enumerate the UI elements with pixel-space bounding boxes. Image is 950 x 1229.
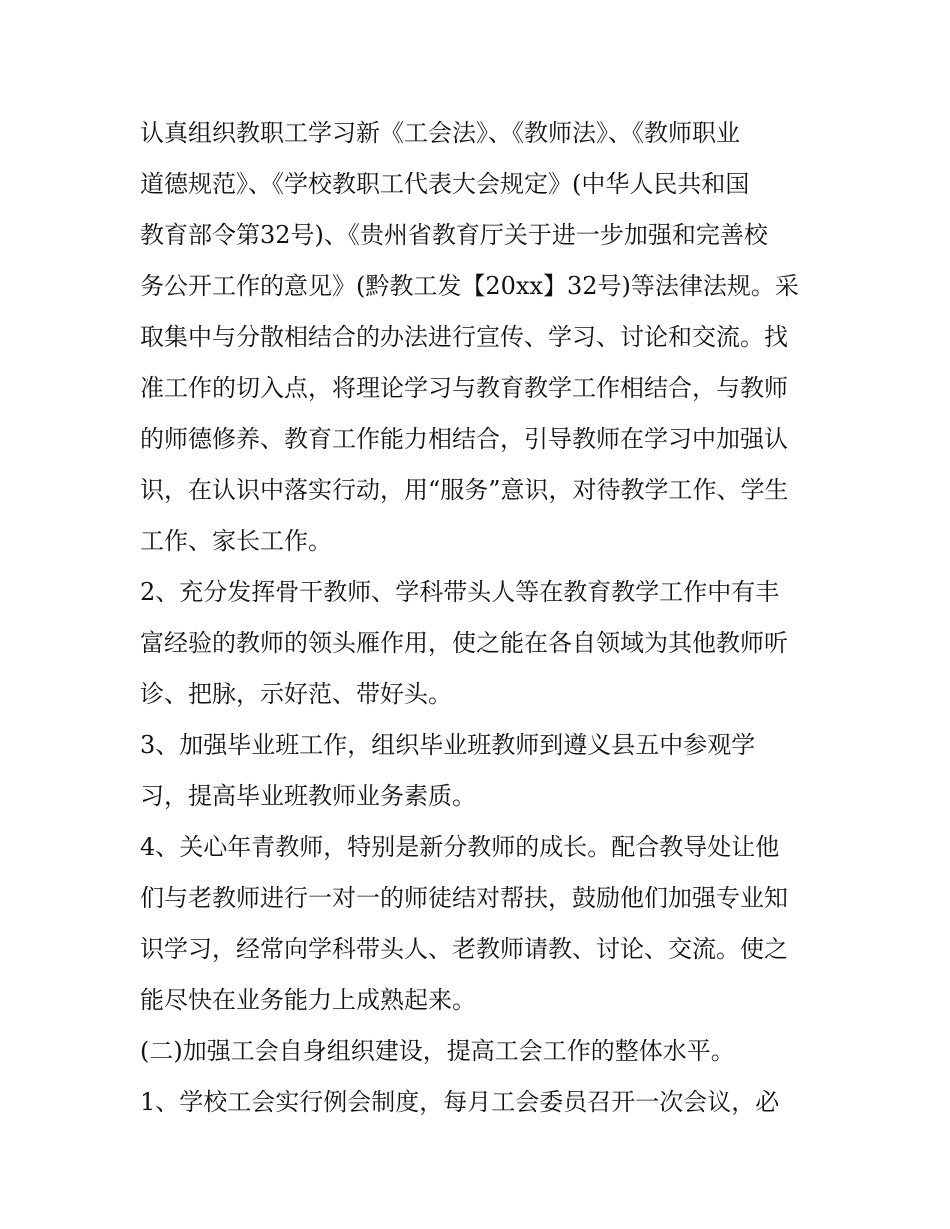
section-heading: (二)加强工会自身组织建设，提高工会工作的整体水平。	[140, 1037, 735, 1065]
text-line: 能尽快在业务能力上成熟起来。	[140, 986, 476, 1014]
text-line: 道德规范》、《学校教职工代表大会规定》(中华人民共和国	[140, 170, 750, 198]
text-line: 务公开工作的意见》(黔教工发【20xx】32号)等法律法规。采	[140, 272, 799, 300]
text-line: 识，在认识中落实行动，用“服务”意识，对待教学工作、学生	[140, 476, 789, 504]
list-item-1: 1、学校工会实行例会制度，每月工会委员召开一次会议，必	[140, 1088, 780, 1116]
text-line: 识学习，经常向学科带头人、老教师请教、讨论、交流。使之	[140, 935, 788, 963]
text-line: 习，提高毕业班教师业务素质。	[140, 782, 476, 810]
text-line: 教育部令第32号)、《贵州省教育厅关于进一步加强和完善校	[140, 221, 768, 249]
list-item-4: 4、关心年青教师，特别是新分教师的成长。配合教导处让他	[140, 833, 780, 861]
text-line: 的师德修养、教育工作能力相结合，引导教师在学习中加强认	[140, 425, 788, 453]
list-item-2: 2、充分发挥骨干教师、学科带头人等在教育教学工作中有丰	[140, 578, 780, 606]
text-line: 诊、把脉，示好范、带好头。	[140, 680, 452, 708]
body-text	[140, 108, 830, 1128]
text-line: 取集中与分散相结合的办法进行宣传、学习、讨论和交流。找	[140, 323, 788, 351]
text-line: 们与老教师进行一对一的师徒结对帮扶，鼓励他们加强专业知	[140, 884, 788, 912]
text-line: 准工作的切入点，将理论学习与教育教学工作相结合，与教师	[140, 374, 788, 402]
text-line: 富经验的教师的领头雁作用，使之能在各自领域为其他教师听	[140, 629, 788, 657]
text-line: 认真组织教职工学习新《工会法》、《教师法》、《教师职业	[140, 119, 740, 147]
text-line: 工作、家长工作。	[140, 527, 332, 555]
list-item-3: 3、加强毕业班工作，组织毕业班教师到遵义县五中参观学	[140, 731, 756, 759]
